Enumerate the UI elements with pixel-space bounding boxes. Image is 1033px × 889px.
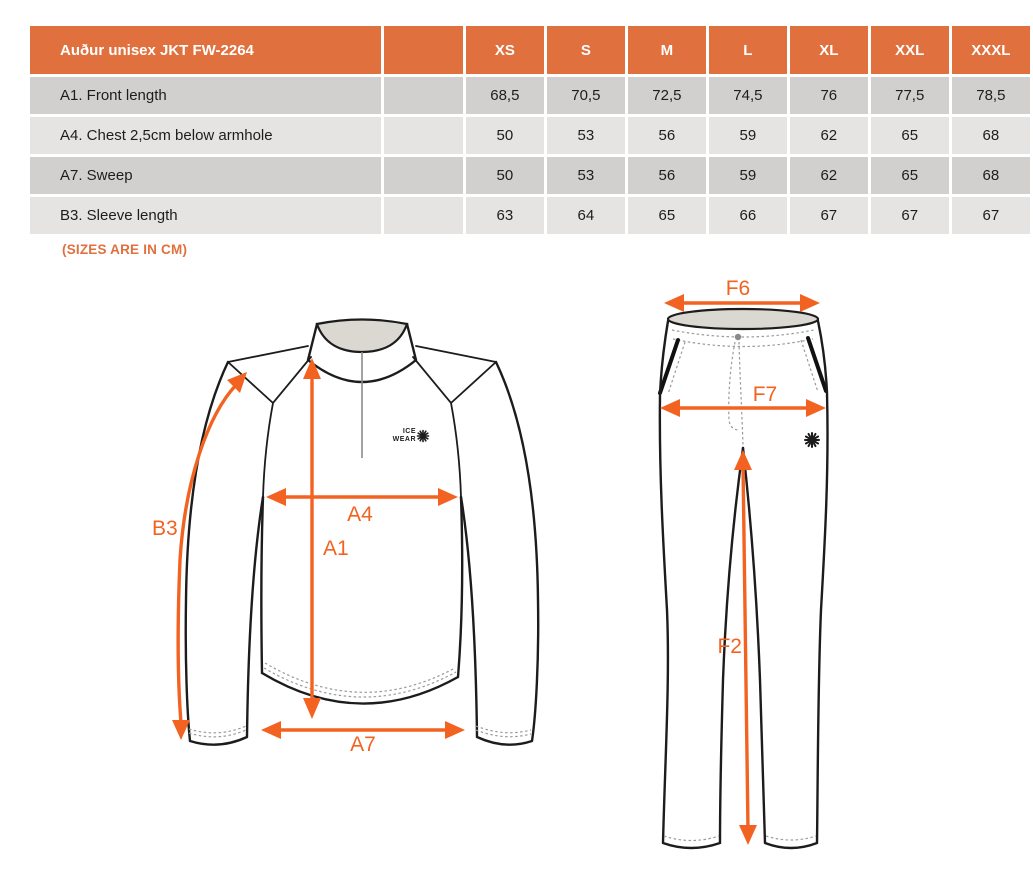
cell-value: 56 xyxy=(628,157,706,194)
waistband-stitching xyxy=(672,330,814,347)
a7-label: A7 xyxy=(350,733,376,756)
table-row-sweep xyxy=(30,157,1030,194)
icewear-logo-text-wear: WEAR xyxy=(392,436,416,443)
fly-stitching xyxy=(729,342,743,445)
row-spacer-cell xyxy=(384,157,462,194)
right-sleeve-outline xyxy=(461,362,538,745)
header-spacer-cell xyxy=(384,26,462,74)
waist-button xyxy=(735,334,741,340)
table-row-chest xyxy=(30,117,1030,154)
f6-arrowhead-right xyxy=(800,294,820,312)
sizes-in-cm-note: (SIZES ARE IN CM) xyxy=(62,242,188,257)
table-row-sleeve-length xyxy=(30,197,1030,234)
pants-diagram xyxy=(615,280,915,880)
cell-value: 62 xyxy=(790,117,868,154)
icewear-snowflake-icon xyxy=(418,431,429,442)
cell-value: 68 xyxy=(952,157,1030,194)
row-label: A4. Chest 2,5cm below armhole xyxy=(30,117,381,154)
f6-label: F6 xyxy=(725,280,751,300)
f6-arrowhead-left xyxy=(664,294,684,312)
left-shoulder-seam xyxy=(228,346,311,497)
left-sleeve-outline xyxy=(186,362,263,745)
row-spacer-cell xyxy=(384,117,462,154)
cell-value: 77,5 xyxy=(871,77,949,114)
a4-arrowhead-left xyxy=(266,488,286,506)
collar-inner xyxy=(317,320,407,353)
a4-arrowhead-right xyxy=(438,488,458,506)
cell-value: 63 xyxy=(466,197,544,234)
icewear-logo-text-ice: ICE xyxy=(402,428,416,435)
cell-value: 50 xyxy=(466,117,544,154)
jacket-diagram xyxy=(140,300,580,760)
b3-label: B3 xyxy=(152,517,178,540)
cell-value: 68 xyxy=(952,117,1030,154)
cell-value: 67 xyxy=(790,197,868,234)
cell-value: 53 xyxy=(547,117,625,154)
waist-opening xyxy=(668,309,818,329)
size-table-header-row xyxy=(30,26,1030,74)
f7-arrowhead-right xyxy=(806,399,826,417)
size-table xyxy=(27,23,1033,237)
cell-value: 68,5 xyxy=(466,77,544,114)
cell-value: 65 xyxy=(871,117,949,154)
f7-arrowhead-left xyxy=(660,399,680,417)
right-shoulder-seam xyxy=(413,346,496,497)
f2-label: F2 xyxy=(717,635,742,658)
a7-arrowhead-right xyxy=(445,721,465,739)
size-col-xl: XL xyxy=(790,26,868,74)
f2-arrowhead-up xyxy=(734,450,752,470)
size-col-xxxl: XXXL xyxy=(952,26,1030,74)
f2-measure-arrow xyxy=(743,464,748,829)
a1-label: A1 xyxy=(323,537,349,560)
cell-value: 50 xyxy=(466,157,544,194)
cell-value: 72,5 xyxy=(628,77,706,114)
size-col-xs: XS xyxy=(466,26,544,74)
cell-value: 65 xyxy=(628,197,706,234)
row-spacer-cell xyxy=(384,77,462,114)
table-row-front-length xyxy=(30,77,1030,114)
cell-value: 65 xyxy=(871,157,949,194)
product-title: Auður unisex JKT FW-2264 xyxy=(30,26,381,74)
size-col-l: L xyxy=(709,26,787,74)
cell-value: 62 xyxy=(790,157,868,194)
cell-value: 74,5 xyxy=(709,77,787,114)
pocket-stitching xyxy=(668,340,818,394)
size-col-m: M xyxy=(628,26,706,74)
pants-outline-left xyxy=(660,321,743,848)
jacket-body-outline xyxy=(261,497,462,704)
cell-value: 53 xyxy=(547,157,625,194)
f7-label: F7 xyxy=(752,383,778,406)
row-spacer-cell xyxy=(384,197,462,234)
size-col-xxl: XXL xyxy=(871,26,949,74)
cell-value: 78,5 xyxy=(952,77,1030,114)
a7-arrowhead-left xyxy=(261,721,281,739)
leg-hem-stitching xyxy=(664,836,816,841)
a1-arrowhead-down xyxy=(303,698,321,719)
cell-value: 59 xyxy=(709,157,787,194)
row-label: B3. Sleeve length xyxy=(30,197,381,234)
cell-value: 64 xyxy=(547,197,625,234)
cell-value: 76 xyxy=(790,77,868,114)
size-col-s: S xyxy=(547,26,625,74)
f2-arrowhead-down xyxy=(739,825,757,845)
row-label: A7. Sweep xyxy=(30,157,381,194)
cell-value: 70,5 xyxy=(547,77,625,114)
cell-value: 56 xyxy=(628,117,706,154)
cell-value: 67 xyxy=(952,197,1030,234)
a4-label: A4 xyxy=(347,503,373,526)
cell-value: 66 xyxy=(709,197,787,234)
cell-value: 59 xyxy=(709,117,787,154)
row-label: A1. Front length xyxy=(30,77,381,114)
pants-snowflake-icon xyxy=(805,433,819,447)
b3-arrowhead-down xyxy=(172,720,190,740)
cell-value: 67 xyxy=(871,197,949,234)
